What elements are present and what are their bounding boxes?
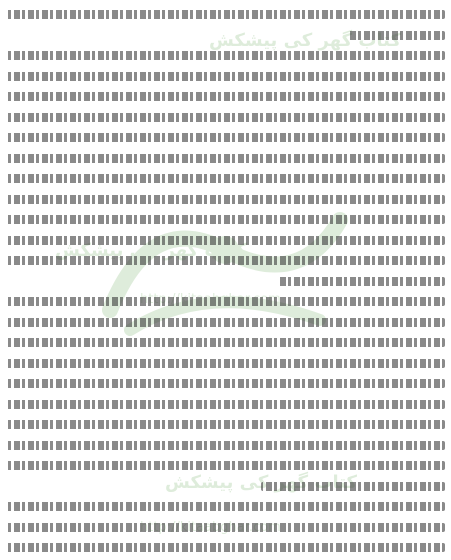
text-line [6, 517, 445, 538]
illegible-text-ink [6, 400, 445, 409]
illegible-text-ink [6, 10, 445, 19]
text-line [6, 455, 445, 476]
text-line [6, 168, 445, 189]
text-line [6, 537, 445, 558]
text-line [6, 127, 445, 148]
illegible-text-ink [6, 215, 445, 224]
text-line [6, 25, 445, 46]
text-line [6, 86, 445, 107]
illegible-text-ink [6, 379, 445, 388]
text-line [6, 332, 445, 353]
text-line [6, 373, 445, 394]
body-text [6, 4, 445, 558]
text-line [6, 394, 445, 415]
illegible-text-ink [6, 72, 445, 81]
illegible-text-ink [6, 338, 445, 347]
text-line [6, 271, 445, 292]
illegible-text-ink [6, 154, 445, 163]
text-line [6, 312, 445, 333]
text-line [6, 66, 445, 87]
text-line [6, 496, 445, 517]
text-line [6, 435, 445, 456]
watermark-brand-text: كى پيشكش [165, 472, 269, 493]
illegible-text-ink [6, 174, 445, 183]
illegible-text-ink [6, 441, 445, 450]
illegible-text-ink [6, 236, 445, 245]
illegible-text-ink [6, 543, 445, 552]
illegible-text-ink [6, 297, 445, 306]
text-line [6, 250, 445, 271]
text-line [6, 148, 445, 169]
illegible-text-ink [6, 359, 445, 368]
illegible-text-ink [6, 113, 445, 122]
illegible-text-ink [6, 256, 445, 265]
illegible-text-ink [6, 318, 445, 327]
illegible-text-ink [6, 523, 445, 532]
watermark-brand-text: كتاب گهر كى پيشكش [208, 30, 401, 51]
text-line [6, 353, 445, 374]
illegible-text-ink [348, 31, 445, 40]
illegible-text-ink [278, 277, 445, 286]
illegible-text-ink [6, 420, 445, 429]
watermark-brand-text: كتاب گهر كى پيشكش [55, 240, 248, 261]
text-line [6, 45, 445, 66]
text-line [6, 230, 445, 251]
text-line [6, 476, 445, 497]
illegible-text-ink [6, 195, 445, 204]
text-line [6, 189, 445, 210]
text-line [6, 291, 445, 312]
illegible-text-ink [6, 51, 445, 60]
text-line [6, 4, 445, 25]
illegible-text-ink [6, 461, 445, 470]
text-line [6, 107, 445, 128]
illegible-text-ink [6, 502, 445, 511]
text-line [6, 414, 445, 435]
illegible-text-ink [261, 482, 445, 491]
illegible-text-ink [6, 92, 445, 101]
text-line [6, 209, 445, 230]
illegible-text-ink [6, 133, 445, 142]
